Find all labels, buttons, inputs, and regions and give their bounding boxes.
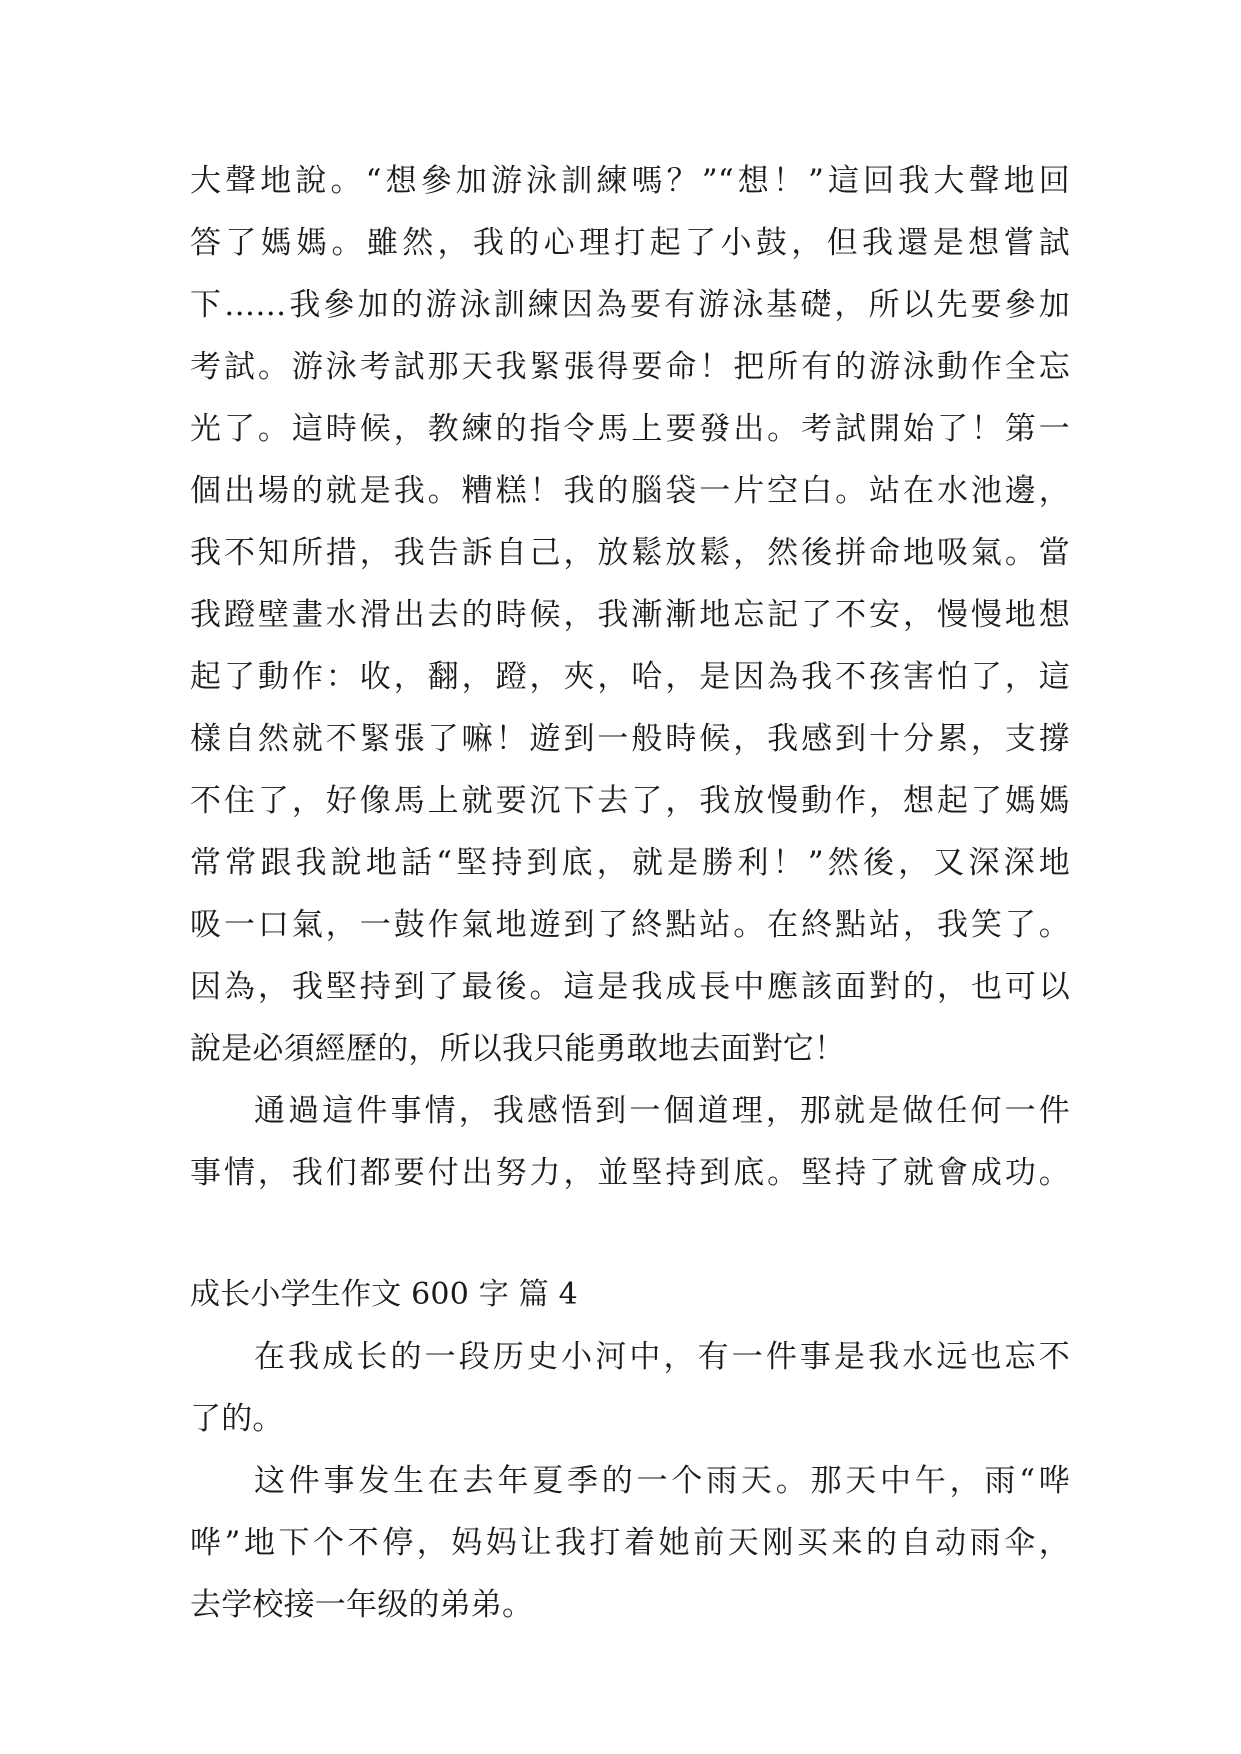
text-line: 不住了，好像馬上就要沉下去了，我放慢動作，想起了媽媽 <box>190 783 1070 819</box>
text-line: 樣自然就不緊張了嘛！遊到一般時候，我感到十分累，支撐 <box>190 721 1070 757</box>
text-line: 因為，我堅持到了最後。這是我成長中應該面對的，也可以 <box>190 969 1070 1005</box>
text-line: 常常跟我說地話“堅持到底，就是勝利！”然後，又深深地 <box>190 845 1070 881</box>
text-line: 我蹬壁畫水滑出去的時候，我漸漸地忘記了不安，慢慢地想 <box>190 597 1070 633</box>
paragraph-first-line: 这件事发生在去年夏季的一个雨天。那天中午，雨“哗 <box>254 1463 1070 1499</box>
text-line: 個出場的就是我。糟糕！我的腦袋一片空白。站在水池邊， <box>190 473 1070 509</box>
text-line: 去学校接一年级的弟弟。 <box>190 1587 534 1623</box>
text-line: 光了。這時候，教練的指令馬上要發出。考試開始了！第一 <box>190 411 1070 447</box>
text-line: 哗”地下个不停，妈妈让我打着她前天刚买来的自动雨伞， <box>190 1525 1070 1561</box>
text-line: 了的。 <box>190 1401 284 1437</box>
text-line: 大聲地說。“想參加游泳訓練嗎？”“想！”這回我大聲地回 <box>190 163 1070 199</box>
text-line: 下……我參加的游泳訓練因為要有游泳基礎，所以先要參加 <box>190 287 1070 323</box>
text-line: 考試。游泳考試那天我緊張得要命！把所有的游泳動作全忘 <box>190 349 1070 385</box>
text-line: 事情，我们都要付出努力，並堅持到底。堅持了就會成功。 <box>190 1155 1070 1191</box>
paragraph-first-line: 通過這件事情，我感悟到一個道理，那就是做任何一件 <box>254 1093 1070 1129</box>
text-line: 吸一口氣，一鼓作氣地遊到了終點站。在終點站，我笑了。 <box>190 907 1070 943</box>
text-line: 我不知所措，我告訴自己，放鬆放鬆，然後拼命地吸氣。當 <box>190 535 1070 571</box>
paragraph-first-line: 在我成长的一段历史小河中，有一件事是我水远也忘不 <box>254 1339 1070 1375</box>
text-line: 說是必須經歷的，所以我只能勇敢地去面對它！ <box>190 1031 846 1067</box>
text-line: 答了媽媽。雖然，我的心理打起了小鼓，但我還是想嘗試 <box>190 225 1070 261</box>
section-heading: 成长小学生作文 600 字 篇 4 <box>190 1277 578 1312</box>
text-line: 起了動作：收，翻，蹬，夾，哈，是因為我不孩害怕了，這 <box>190 659 1070 695</box>
